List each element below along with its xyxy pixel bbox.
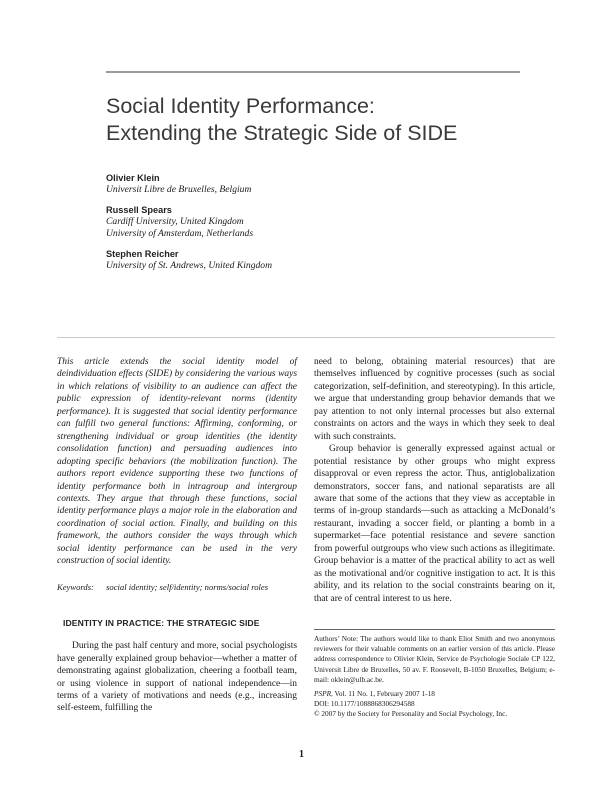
keywords-label: Keywords: [57, 581, 94, 592]
citation-line [314, 689, 555, 699]
author-name: Russell Spears [106, 205, 172, 215]
title-line-2: Extending the Strategic Side of SIDE [106, 121, 458, 145]
body-paragraph: During the past half century and more, social psychologists have generally explained group behavior—whether a matter of demonstrating against globalization, cheering a football team, or using violence in support of national independence—in terms of a variety of motivations and needs (e.g., increasing self-esteem, fulfilling the [57, 641, 297, 714]
section-divider [57, 337, 555, 338]
abstract: This article extends the social identity model of deindividuation effects (SIDE) by considering the various ways in which relations of visibility to an audience can affect the public expression of identity-relevant norms (identity performance). It is suggested that social identity performance can fulfill two general functions: Affirming, conforming, or strengthening individual or group identities (the identity consolidation function) and persuading audiences into adopting specific behaviors (the mobilization function). The authors report evidence supporting these two functions of identity performance both in intragroup and intergroup contexts. They argue that through these functions, social identity performance plays a major role in the elaboration and coordination of social action. Finally, and building on this framework, the authors consider the ways through which social identity performance can be used in the very construction of social identity. [57, 357, 297, 567]
page-number: 1 [299, 749, 304, 760]
keywords [57, 582, 297, 593]
right-column [314, 356, 555, 605]
body-paragraph: need to belong, obtaining material resources) that are themselves influenced by cognitive processes (such as social categorization, self-definition, and stereotyping). In this article, we argue that understanding group behavior demands that we pay attention to not only internal processes but also external constraints on actors and the ways in which they seek to deal with such constraints. [314, 357, 555, 442]
authors-note-label: Authors’ Note: [314, 634, 359, 643]
authors-note [314, 634, 555, 685]
doi: DOI: 10.1177/1088868306294588 [314, 699, 415, 709]
body-paragraph: Group behavior is generally expressed against actual or potential resistance by other groups who might express disapproval or even repress the actor. Thus, antiglobalization demonstrators, soccer fans, and national separatists are all aware that some of the actions that they view as acceptable in terms of in-group standards—such as attacking a McDonald’s restaurant, invading a soccer field, or planting a bomb in a supermarket—face potential resistance and severe sanction from powerful outgroups who view such actions as illegitimate. Group behavior is a matter of the practical ability to act as well as the motivational and/or cognitive instigation to act. It is this ability, and its relation to the social constraints bearing on it, that are of central interest to us here. [314, 444, 555, 604]
journal-name: PSPR [314, 689, 332, 699]
author-name: Olivier Klein [106, 173, 160, 183]
citation [314, 689, 555, 719]
section-heading: IDENTITY IN PRACTICE: THE STRATEGIC SIDE [63, 617, 260, 628]
authors-note-text: The authors would like to thank Eliot Smith and two anonymous reviewers for their valuable comments on an earlier version of this article. Please address correspondence to Olivier Klein, Service de Psychologie Sociale CP 122, Universit Libre de Bruxelles, 50 av. F. Roosevelt, B-1050 Bruxelles, Belgium; e-mail: oklein@ulb.ac.be. [314, 634, 556, 684]
author-block [106, 204, 506, 240]
keywords-values: social identity; self/identity; norms/social roles [106, 581, 269, 592]
author-name: Stephen Reicher [106, 249, 179, 259]
author-list [106, 172, 506, 280]
author-block [106, 248, 506, 272]
footnote [314, 629, 555, 719]
copyright: © 2007 by the Society for Personality and Social Psychology, Inc. [314, 709, 508, 719]
author-affiliation: Universit Libre de Bruxelles, Belgium [106, 184, 252, 195]
author-affiliation: University of St. Andrews, United Kingdom [106, 260, 273, 271]
title-line-1: Social Identity Performance: [106, 94, 375, 118]
author-affiliation: Cardiff University, United Kingdom [106, 216, 244, 227]
citation-details: , Vol. 11 No. 1, February 2007 1-18 [331, 689, 435, 699]
left-column [57, 356, 297, 715]
author-affiliation: University of Amsterdam, Netherlands [106, 228, 254, 239]
article-title [106, 93, 526, 147]
header-rule [106, 71, 520, 73]
author-block [106, 172, 506, 196]
